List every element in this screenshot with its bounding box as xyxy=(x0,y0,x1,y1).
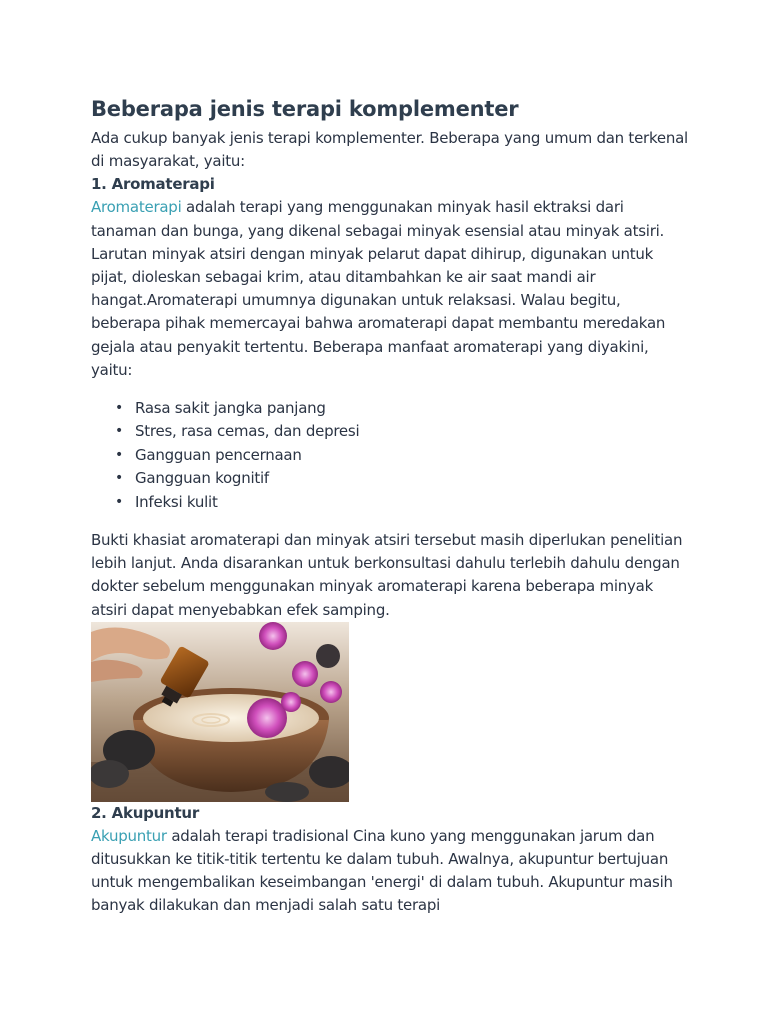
aromatherapy-photo xyxy=(91,622,349,802)
page-title: Beberapa jenis terapi komplementer xyxy=(91,97,519,121)
intro-paragraph: Ada cukup banyak jenis terapi komplementer. Beberapa yang umum dan terkenal di masyarakat, yaitu: xyxy=(91,129,688,171)
section-heading-akupuntur: 2. Akupuntur xyxy=(91,803,199,822)
list-item: • Rasa sakit jangka panjang xyxy=(135,397,691,420)
list-item: • Stres, rasa cemas, dan depresi xyxy=(135,420,691,443)
aromaterapi-paragraph xyxy=(91,196,691,382)
aromaterapi-link[interactable]: Aromaterapi xyxy=(91,198,182,217)
closing-paragraph: Bukti khasiat aromaterapi dan minyak atsiri tersebut masih diperlukan penelitian lebih lanjut. Anda disarankan untuk berkonsultasi dahulu terlebih dahulu dengan dokter sebelum menggunakan minyak aromaterapi karena beberapa minyak atsiri dapat menyebabkan efek samping. xyxy=(91,531,683,619)
list-item: • Gangguan pencernaan xyxy=(135,444,691,467)
benefits-list xyxy=(91,397,691,514)
akupuntur-body: adalah terapi tradisional Cina kuno yang menggunakan jarum dan ditusukkan ke titik-titik tertentu ke dalam tubuh. Awalnya, akupuntur bertujuan untuk mengembalikan keseimbangan 'energi' di dalam tubuh. Akupuntur masih banyak dilakukan dan menjadi salah satu terapi xyxy=(91,826,673,915)
akupuntur-paragraph xyxy=(91,825,691,918)
list-item: • Infeksi kulit xyxy=(135,491,691,514)
list-item: • Gangguan kognitif xyxy=(135,467,691,490)
document-page xyxy=(91,94,691,918)
akupuntur-link[interactable]: Akupuntur xyxy=(91,826,167,845)
section-heading-aromaterapi: 1. Aromaterapi xyxy=(91,175,215,194)
aromaterapi-body: adalah terapi yang menggunakan minyak hasil ektraksi dari tanaman dan bunga, yang dikenal sebagai minyak esensial atau minyak atsiri. Larutan minyak atsiri dengan minyak pelarut dapat dihirup, digunakan untuk pijat, dioleskan sebagai krim, atau ditambahkan ke air saat mandi air hangat.Aromaterapi umumnya digunakan untuk relaksasi. Walau begitu, beberapa pihak memercayai bahwa aromaterapi dapat membantu meredakan gejala atau penyakit tertentu. Beberapa manfaat aromaterapi yang diyakini, yaitu: xyxy=(91,198,666,379)
